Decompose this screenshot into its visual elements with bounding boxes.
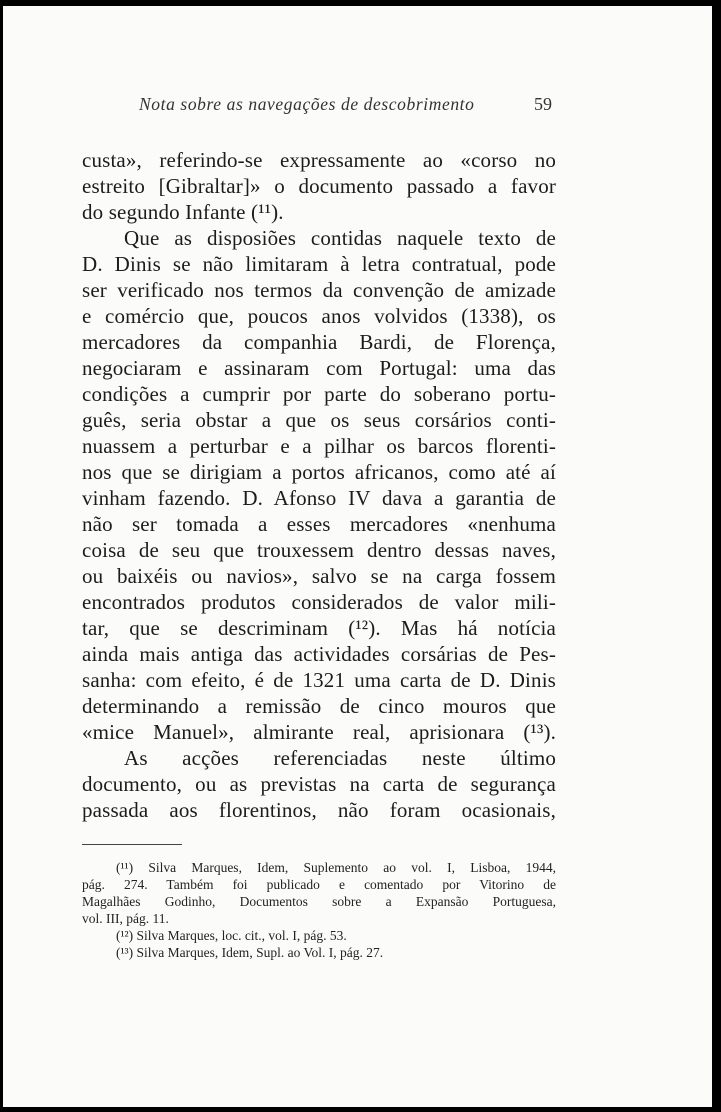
page-number: 59 <box>534 94 552 114</box>
footnote-line: (¹¹) Silva Marques, Idem, Suplemento ao vol. I, Lisboa, 1944, <box>116 860 556 875</box>
body-line: e comércio que, poucos anos volvidos (1338), os <box>82 304 556 328</box>
footnote-rule <box>82 844 182 845</box>
body-line: ser verificado nos termos da convenção de amizade <box>82 278 556 302</box>
body-text <box>82 147 556 823</box>
footnote-line: vol. III, pág. 11. <box>82 911 169 926</box>
running-head-title: Nota sobre as navegações de descobrimento <box>139 94 475 114</box>
body-line: ou baixéis ou navios», salvo se na carga fossem <box>82 564 556 588</box>
body-line: passada aos florentinos, não foram ocasionais, <box>82 798 556 822</box>
body-line: documento, ou as previstas na carta de segurança <box>82 772 556 796</box>
body-line: determinando a remissão de cinco mouros que <box>82 694 556 718</box>
body-line: «mice Manuel», almirante real, aprisionara (¹³). <box>82 720 556 744</box>
footnote <box>82 927 556 944</box>
footnote <box>82 944 556 961</box>
body-line: vinham fazendo. D. Afonso IV dava a garantia de <box>82 486 556 510</box>
footnote-line: (¹³) Silva Marques, Idem, Supl. ao Vol. I, pág. 27. <box>116 945 384 960</box>
footnote-line: pág. 274. Também foi publicado e comentado por Vitorino de <box>82 877 556 892</box>
body-line: ainda mais antiga das actividades corsárias de Pes- <box>82 642 556 666</box>
body-line: sanha: com efeito, é de 1321 uma carta de D. Dinis <box>82 668 556 692</box>
body-line: tar, que se descriminam (¹²). Mas há notícia <box>82 616 556 640</box>
body-line: condições a cumprir por parte do soberano portu- <box>82 382 556 406</box>
body-line: não ser tomada a esses mercadores «nenhuma <box>82 512 556 536</box>
footnote-line: (¹²) Silva Marques, loc. cit., vol. I, pág. 53. <box>116 928 347 943</box>
body-line: encontrados produtos considerados de valor mili- <box>82 590 556 614</box>
body-line: Que as disposiões contidas naquele texto de <box>124 226 556 250</box>
body-line: D. Dinis se não limitaram à letra contratual, pode <box>82 252 556 276</box>
body-line: do segundo Infante (¹¹). <box>82 200 284 224</box>
page <box>3 6 712 1107</box>
footnotes <box>82 859 556 961</box>
body-line: estreito [Gibraltar]» o documento passado a favor <box>82 174 556 198</box>
body-line: mercadores da companhia Bardi, de Florença, <box>82 330 556 354</box>
footnote-line: Magalhães Godinho, Documentos sobre a Expansão Portuguesa, <box>82 894 556 909</box>
body-line: custa», referindo-se expressamente ao «corso no <box>82 148 556 172</box>
body-line: guês, seria obstar a que os seus corsários conti- <box>82 408 556 432</box>
body-line: negociaram e assinaram com Portugal: uma das <box>82 356 556 380</box>
running-head <box>3 94 712 120</box>
body-line: nuassem a perturbar e a pilhar os barcos florenti- <box>82 434 556 458</box>
body-line: coisa de seu que trouxessem dentro dessas naves, <box>82 538 556 562</box>
body-line: nos que se dirigiam a portos africanos, como até aí <box>82 460 556 484</box>
footnote <box>82 859 556 927</box>
body-line: As acções referenciadas neste último <box>124 746 556 770</box>
